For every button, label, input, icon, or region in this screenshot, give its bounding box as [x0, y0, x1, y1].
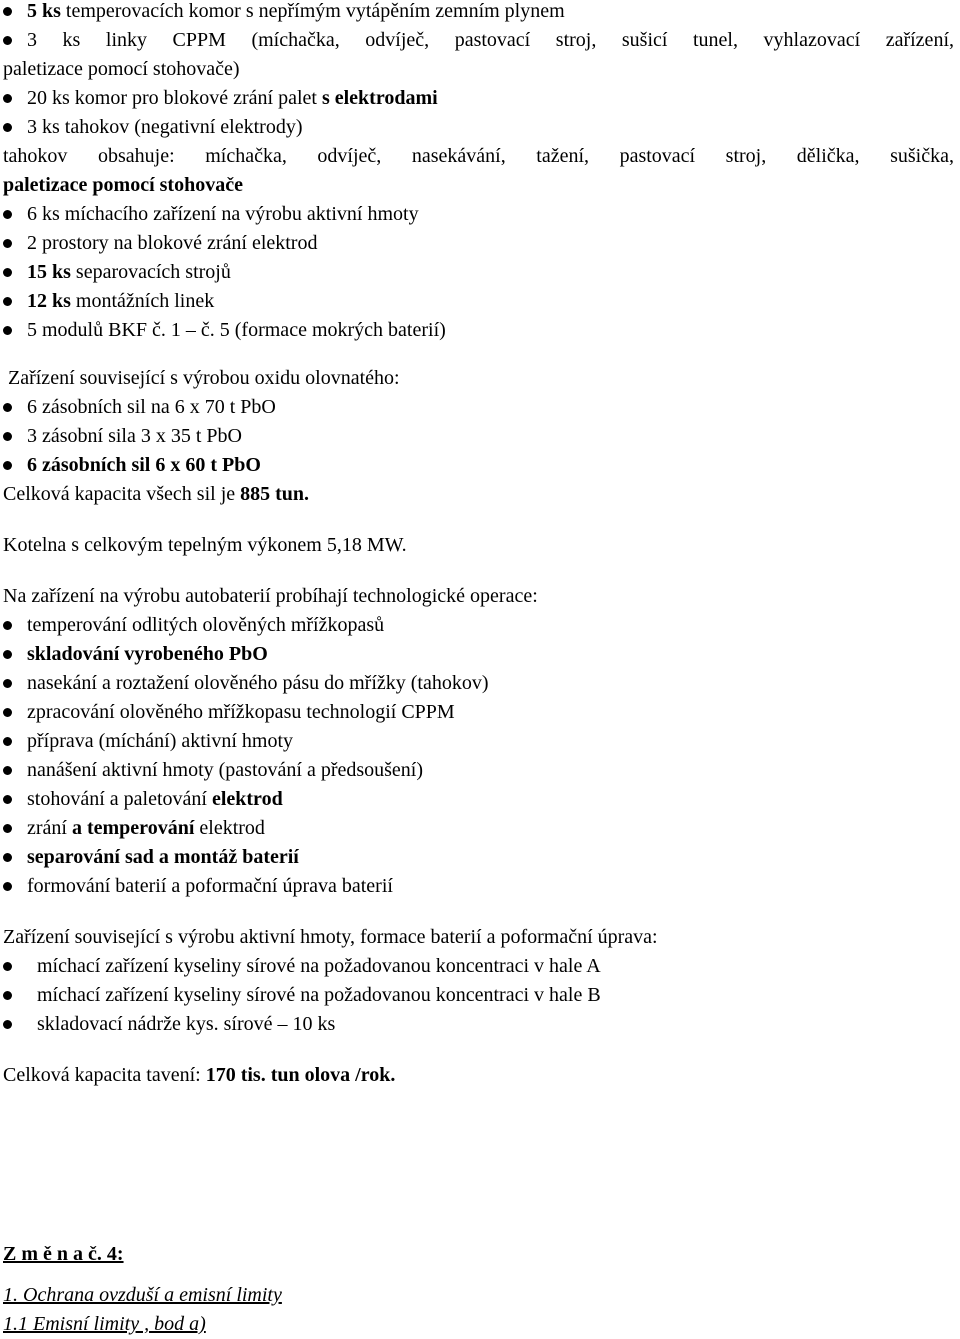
- tahokov-description-line: tahokov obsahuje: míchačka, odvíječ, nasekávání, tažení, pastovací stroj, dělička, sušička,: [3, 145, 954, 167]
- acid-equipment-list: [0, 952, 960, 1039]
- list-item: nanášení aktivní hmoty (pastování a předsoušení): [0, 756, 960, 785]
- list-item: míchací zařízení kyseliny sírové na požadovanou koncentraci v hale A: [0, 952, 960, 981]
- list-item: 15 ks separovacích strojů: [0, 258, 960, 287]
- boiler-line: Kotelna s celkovým tepelným výkonem 5,18 MW.: [3, 534, 407, 556]
- acid-heading: Zařízení související s výrobu aktivní hmoty, formace baterií a poformační úprava:: [3, 926, 658, 948]
- operations-heading: Na zařízení na výrobu autobaterií probíhají technologické operace:: [3, 585, 538, 607]
- equipment-list-2: [0, 200, 960, 345]
- list-item: zpracování olověného mřížkopasu technologií CPPM: [0, 698, 960, 727]
- list-item: 20 ks komor pro blokové zrání palet s elektrodami: [0, 84, 960, 113]
- change-heading: Z m ě n a č. 4:: [3, 1243, 124, 1265]
- list-item: 3 ks tahokov (negativní elektrody): [0, 113, 960, 142]
- list-item: 12 ks montážních linek: [0, 287, 960, 316]
- list-item: skladovací nádrže kys. sírové – 10 ks: [0, 1010, 960, 1039]
- list-item: 5 ks temperovacích komor s nepřímým vytápěním zemním plynem: [0, 0, 960, 26]
- list-item: nasekání a roztažení olověného pásu do mřížky (tahokov): [0, 669, 960, 698]
- list-item: 6 zásobních sil 6 x 60 t PbO: [0, 451, 960, 480]
- section-heading-1: 1. Ochrana ovzduší a emisní limity: [3, 1284, 282, 1306]
- list-item: 3 zásobní sila 3 x 35 t PbO: [0, 422, 960, 451]
- list-item: 6 ks míchacího zařízení na výrobu aktivní hmoty: [0, 200, 960, 229]
- list-item: stohování a paletování elektrod: [0, 785, 960, 814]
- list-item: 3 ks linky CPPM (míchačka, odvíječ, pastovací stroj, sušicí tunel, vyhlazovací zařízení,: [0, 26, 960, 55]
- equipment-list: [0, 0, 960, 142]
- section-heading-1-1: 1.1 Emisní limity , bod a): [3, 1313, 206, 1335]
- list-item: 5 modulů BKF č. 1 – č. 5 (formace mokrých baterií): [0, 316, 960, 345]
- list-item: příprava (míchání) aktivní hmoty: [0, 727, 960, 756]
- melting-capacity-line: Celková kapacita tavení: 170 tis. tun olova /rok.: [3, 1064, 396, 1086]
- silo-capacity-line: Celková kapacita všech sil je 885 tun.: [3, 483, 310, 505]
- list-item: zrání a temperování elektrod: [0, 814, 960, 843]
- list-item: paletizace pomocí stohovače): [3, 58, 240, 80]
- list-item: separování sad a montáž baterií: [0, 843, 960, 872]
- tahokov-description-line-2: paletizace pomocí stohovače: [3, 174, 243, 196]
- list-item: temperování odlitých olověných mřížkopasů: [0, 611, 960, 640]
- list-item: 6 zásobních sil na 6 x 70 t PbO: [0, 393, 960, 422]
- list-item: skladování vyrobeného PbO: [0, 640, 960, 669]
- list-item: 2 prostory na blokové zrání elektrod: [0, 229, 960, 258]
- list-item: formování baterií a poformační úprava baterií: [0, 872, 960, 901]
- list-item: míchací zařízení kyseliny sírové na požadovanou koncentraci v hale B: [0, 981, 960, 1010]
- oxide-heading: Zařízení související s výrobou oxidu olovnatého:: [8, 367, 400, 389]
- operations-list: [0, 611, 960, 901]
- oxide-silo-list: [0, 393, 960, 480]
